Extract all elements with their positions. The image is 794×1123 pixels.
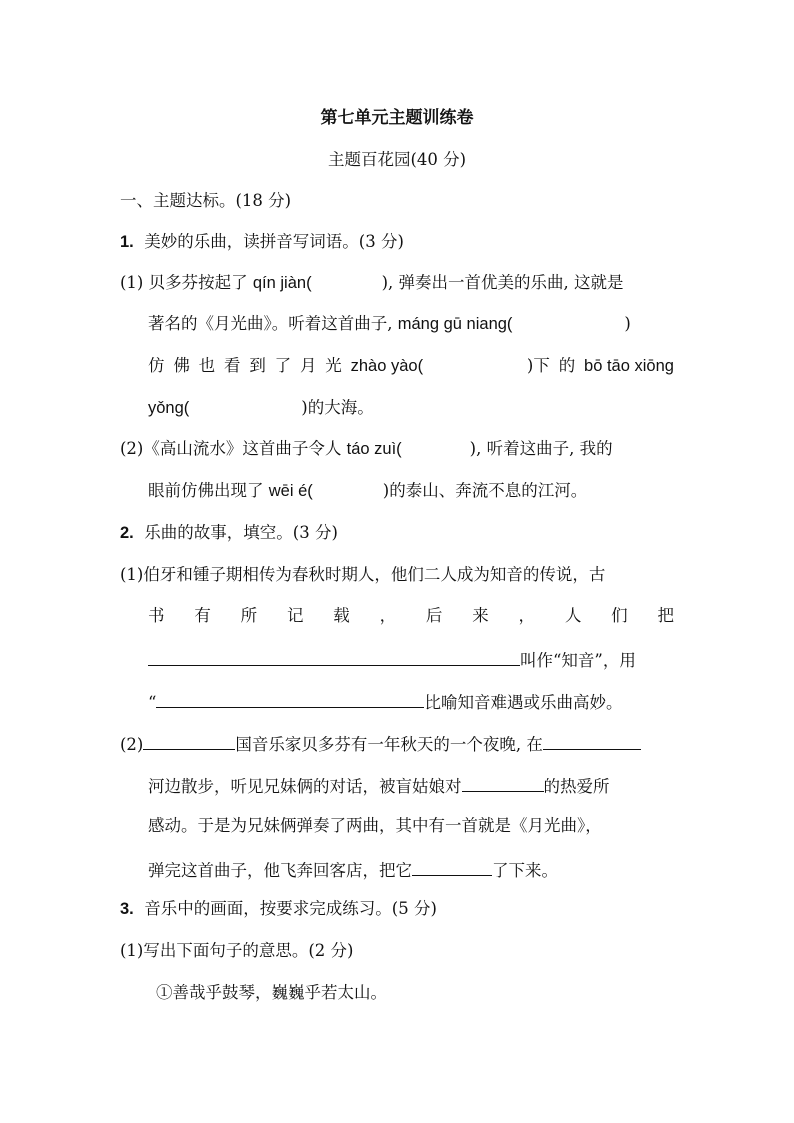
answer-underline[interactable] xyxy=(148,647,520,666)
pinyin-prompt: wēi é( xyxy=(268,482,313,500)
page-subtitle: 主题百花园(40 分) xyxy=(327,150,467,169)
q2-part2-line2: 河边散步，听见兄妹俩的对话，被盲姑娘对 的热爱所 xyxy=(148,773,610,798)
q2-part2-line1: (2) 国音乐家贝多芬有一年秋天的一个夜晚, 在 xyxy=(120,731,641,756)
q2-part1-line1: (1)伯牙和锺子期相传为春秋时期人，他们二人成为知音的传说，古 xyxy=(120,565,606,584)
q1-part1-line4: yǒng( )的大海。 xyxy=(148,398,374,417)
answer-underline[interactable] xyxy=(543,731,641,750)
q2-part2-line4: 弹完这首曲子，他飞奔回客店，把它 了下来。 xyxy=(148,857,558,882)
question-number: 3. xyxy=(120,900,134,918)
pinyin-prompt: yǒng( xyxy=(148,399,190,417)
answer-underline[interactable] xyxy=(143,731,235,750)
q3-part1: (1)写出下面句子的意思。(2 分) xyxy=(120,941,354,960)
answer-underline[interactable] xyxy=(412,857,492,876)
pinyin-prompt: bō tāo xiōng xyxy=(584,357,674,375)
pinyin-prompt: qín jiàn( xyxy=(252,274,312,292)
q1-part2-line1: (2)《高山流水》这首曲子令人 táo zuì( ), 听着这曲子, 我的 xyxy=(120,439,613,458)
q2-part1-line2: 书 有 所 记 载 ， 后 来 ， 人 们 把 xyxy=(148,606,674,625)
question-number: 1. xyxy=(120,233,134,251)
question-text: 乐曲的故事，填空。(3 分) xyxy=(144,523,338,542)
question-text: 音乐中的画面，按要求完成练习。(5 分) xyxy=(144,899,437,918)
q1-part2-line2: 眼前仿佛出现了 wēi é( )的泰山、奔流不息的江河。 xyxy=(148,481,588,500)
question-2 xyxy=(120,522,338,544)
q1-part1-line1: (1) 贝多芬按起了 qín jiàn( ), 弹奏出一首优美的乐曲, 这就是 xyxy=(120,273,624,292)
q2-part1-line4: “ 比喻知音难遇或乐曲高妙。 xyxy=(148,689,622,714)
question-1 xyxy=(120,231,404,253)
pinyin-prompt: táo zuì( xyxy=(346,440,402,458)
section-heading: 一、主题达标。(18 分) xyxy=(120,191,292,210)
question-text: 美妙的乐曲，读拼音写词语。(3 分) xyxy=(144,232,404,251)
pinyin-prompt: zhào yào( xyxy=(350,357,424,375)
page-title: 第七单元主题训练卷 xyxy=(320,108,474,128)
q3-item1: ①善哉乎鼓琴，巍巍乎若太山。 xyxy=(156,983,387,1002)
answer-underline[interactable] xyxy=(462,773,544,792)
q2-part2-line3: 感动。于是为兄妹俩弹奏了两曲，其中有一首就是《月光曲》， xyxy=(148,816,602,835)
answer-underline[interactable] xyxy=(156,689,424,708)
question-3 xyxy=(120,898,437,920)
pinyin-prompt: máng gū niang( xyxy=(397,315,513,333)
q2-part1-line3: 叫作“知音”，用 xyxy=(148,647,636,672)
q1-part1-line2: 著名的《月光曲》。听着这首曲子, máng gū niang( ) xyxy=(148,314,631,333)
question-number: 2. xyxy=(120,524,134,542)
q1-part1-line3: 仿 佛 也 看 到 了 月 光 zhào yào( )下 的 bō tāo xiōng xyxy=(148,356,674,375)
